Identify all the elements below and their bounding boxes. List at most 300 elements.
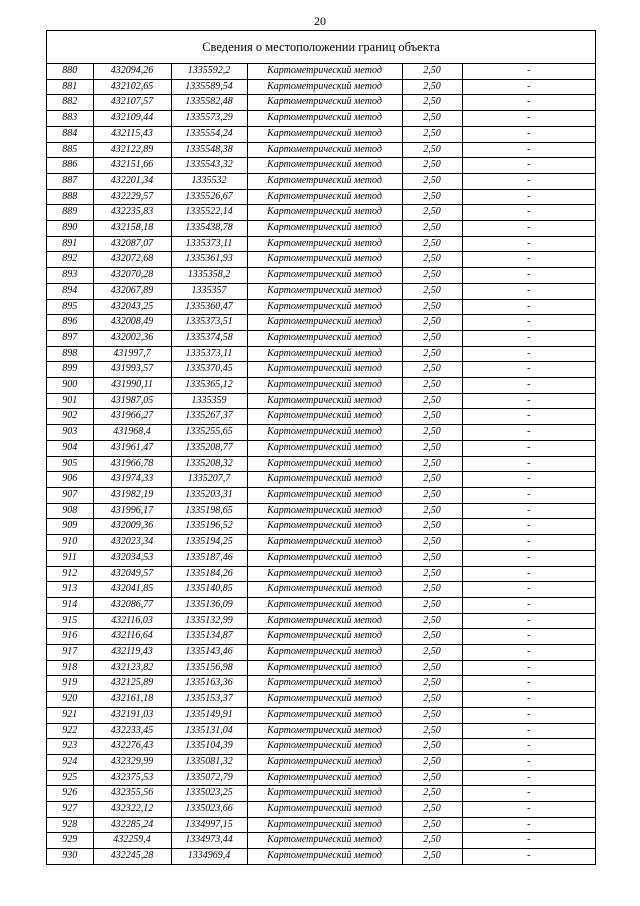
description-cell: - [462, 378, 595, 394]
point-number-cell: 910 [47, 535, 93, 551]
accuracy-cell: 2,50 [402, 802, 462, 818]
method-cell: Картометрический метод [247, 440, 402, 456]
point-number-cell: 912 [47, 566, 93, 582]
method-cell: Картометрический метод [247, 692, 402, 708]
y-coordinate-cell: 1335131,04 [171, 723, 247, 739]
accuracy-cell: 2,50 [402, 315, 462, 331]
description-cell: - [462, 754, 595, 770]
table-row [47, 221, 595, 237]
x-coordinate-cell: 432285,24 [93, 817, 171, 833]
point-number-cell: 892 [47, 252, 93, 268]
y-coordinate-cell: 1335522,14 [171, 205, 247, 221]
point-number-cell: 928 [47, 817, 93, 833]
y-coordinate-cell: 1335207,7 [171, 472, 247, 488]
point-number-cell: 924 [47, 754, 93, 770]
y-coordinate-cell: 1335156,98 [171, 660, 247, 676]
point-number-cell: 882 [47, 95, 93, 111]
point-number-cell: 921 [47, 707, 93, 723]
table-row [47, 315, 595, 331]
description-cell: - [462, 299, 595, 315]
description-cell: - [462, 64, 595, 79]
x-coordinate-cell: 432023,34 [93, 535, 171, 551]
accuracy-cell: 2,50 [402, 95, 462, 111]
x-coordinate-cell: 431968,4 [93, 425, 171, 441]
point-number-cell: 900 [47, 378, 93, 394]
point-number-cell: 913 [47, 582, 93, 598]
y-coordinate-cell: 1335582,48 [171, 95, 247, 111]
point-number-cell: 898 [47, 346, 93, 362]
method-cell: Картометрический метод [247, 126, 402, 142]
y-coordinate-cell: 1335208,32 [171, 456, 247, 472]
x-coordinate-cell: 432049,57 [93, 566, 171, 582]
point-number-cell: 927 [47, 802, 93, 818]
description-cell: - [462, 205, 595, 221]
accuracy-cell: 2,50 [402, 597, 462, 613]
accuracy-cell: 2,50 [402, 393, 462, 409]
y-coordinate-cell: 1335373,11 [171, 346, 247, 362]
x-coordinate-cell: 431974,33 [93, 472, 171, 488]
description-cell: - [462, 158, 595, 174]
y-coordinate-cell: 1335023,66 [171, 802, 247, 818]
accuracy-cell: 2,50 [402, 472, 462, 488]
accuracy-cell: 2,50 [402, 770, 462, 786]
description-cell: - [462, 739, 595, 755]
table-row [47, 739, 595, 755]
description-cell: - [462, 629, 595, 645]
point-number-cell: 902 [47, 409, 93, 425]
method-cell: Картометрический метод [247, 189, 402, 205]
method-cell: Картометрический метод [247, 173, 402, 189]
table-row [47, 95, 595, 111]
point-number-cell: 923 [47, 739, 93, 755]
table-row [47, 64, 595, 79]
y-coordinate-cell: 1335526,67 [171, 189, 247, 205]
method-cell: Картометрический метод [247, 158, 402, 174]
point-number-cell: 914 [47, 597, 93, 613]
method-cell: Картометрический метод [247, 299, 402, 315]
accuracy-cell: 2,50 [402, 754, 462, 770]
description-cell: - [462, 487, 595, 503]
table-row [47, 268, 595, 284]
x-coordinate-cell: 432119,43 [93, 645, 171, 661]
method-cell: Картометрический метод [247, 833, 402, 849]
point-number-cell: 906 [47, 472, 93, 488]
accuracy-cell: 2,50 [402, 409, 462, 425]
method-cell: Картометрический метод [247, 613, 402, 629]
point-number-cell: 918 [47, 660, 93, 676]
y-coordinate-cell: 1335081,32 [171, 754, 247, 770]
method-cell: Картометрический метод [247, 142, 402, 158]
x-coordinate-cell: 432107,57 [93, 95, 171, 111]
x-coordinate-cell: 431966,78 [93, 456, 171, 472]
x-coordinate-cell: 432041,85 [93, 582, 171, 598]
y-coordinate-cell: 1335136,09 [171, 597, 247, 613]
table-row [47, 519, 595, 535]
x-coordinate-cell: 431997,7 [93, 346, 171, 362]
y-coordinate-cell: 1335104,39 [171, 739, 247, 755]
accuracy-cell: 2,50 [402, 456, 462, 472]
description-cell: - [462, 126, 595, 142]
table-row [47, 79, 595, 95]
table-row [47, 299, 595, 315]
method-cell: Картометрический метод [247, 802, 402, 818]
y-coordinate-cell: 1335267,37 [171, 409, 247, 425]
table-row [47, 550, 595, 566]
method-cell: Картометрический метод [247, 849, 402, 864]
method-cell: Картометрический метод [247, 315, 402, 331]
description-cell: - [462, 252, 595, 268]
x-coordinate-cell: 432201,34 [93, 173, 171, 189]
description-cell: - [462, 707, 595, 723]
table-row [47, 236, 595, 252]
description-cell: - [462, 503, 595, 519]
table-row [47, 770, 595, 786]
accuracy-cell: 2,50 [402, 189, 462, 205]
method-cell: Картометрический метод [247, 503, 402, 519]
method-cell: Картометрический метод [247, 268, 402, 284]
table-row [47, 817, 595, 833]
description-cell: - [462, 786, 595, 802]
accuracy-cell: 2,50 [402, 817, 462, 833]
point-number-cell: 881 [47, 79, 93, 95]
table-row [47, 692, 595, 708]
y-coordinate-cell: 1334997,15 [171, 817, 247, 833]
point-number-cell: 886 [47, 158, 93, 174]
method-cell: Картометрический метод [247, 550, 402, 566]
y-coordinate-cell: 1335194,25 [171, 535, 247, 551]
y-coordinate-cell: 1335134,87 [171, 629, 247, 645]
table-row [47, 330, 595, 346]
description-cell: - [462, 142, 595, 158]
method-cell: Картометрический метод [247, 95, 402, 111]
table-row [47, 111, 595, 127]
accuracy-cell: 2,50 [402, 519, 462, 535]
x-coordinate-cell: 432043,25 [93, 299, 171, 315]
description-cell: - [462, 236, 595, 252]
accuracy-cell: 2,50 [402, 299, 462, 315]
accuracy-cell: 2,50 [402, 676, 462, 692]
accuracy-cell: 2,50 [402, 833, 462, 849]
y-coordinate-cell: 1335357 [171, 283, 247, 299]
accuracy-cell: 2,50 [402, 126, 462, 142]
method-cell: Картометрический метод [247, 817, 402, 833]
method-cell: Картометрический метод [247, 425, 402, 441]
x-coordinate-cell: 432276,43 [93, 739, 171, 755]
table-row [47, 440, 595, 456]
description-cell: - [462, 189, 595, 205]
x-coordinate-cell: 432229,57 [93, 189, 171, 205]
table-row [47, 425, 595, 441]
method-cell: Картометрический метод [247, 707, 402, 723]
method-cell: Картометрический метод [247, 754, 402, 770]
method-cell: Картометрический метод [247, 378, 402, 394]
accuracy-cell: 2,50 [402, 346, 462, 362]
table-row [47, 283, 595, 299]
accuracy-cell: 2,50 [402, 723, 462, 739]
x-coordinate-cell: 432191,03 [93, 707, 171, 723]
method-cell: Картометрический метод [247, 252, 402, 268]
method-cell: Картометрический метод [247, 283, 402, 299]
y-coordinate-cell: 1335198,65 [171, 503, 247, 519]
point-number-cell: 897 [47, 330, 93, 346]
accuracy-cell: 2,50 [402, 629, 462, 645]
accuracy-cell: 2,50 [402, 440, 462, 456]
description-cell: - [462, 362, 595, 378]
table-row [47, 754, 595, 770]
method-cell: Картометрический метод [247, 236, 402, 252]
table-row [47, 535, 595, 551]
point-number-cell: 915 [47, 613, 93, 629]
table-row [47, 189, 595, 205]
x-coordinate-cell: 431987,05 [93, 393, 171, 409]
point-number-cell: 887 [47, 173, 93, 189]
accuracy-cell: 2,50 [402, 205, 462, 221]
y-coordinate-cell: 1335365,12 [171, 378, 247, 394]
description-cell: - [462, 173, 595, 189]
table-row [47, 582, 595, 598]
method-cell: Картометрический метод [247, 645, 402, 661]
x-coordinate-cell: 432116,03 [93, 613, 171, 629]
method-cell: Картометрический метод [247, 535, 402, 551]
description-cell: - [462, 221, 595, 237]
method-cell: Картометрический метод [247, 566, 402, 582]
x-coordinate-cell: 432375,53 [93, 770, 171, 786]
point-number-cell: 901 [47, 393, 93, 409]
point-number-cell: 904 [47, 440, 93, 456]
table-row [47, 409, 595, 425]
accuracy-cell: 2,50 [402, 535, 462, 551]
table-row [47, 346, 595, 362]
accuracy-cell: 2,50 [402, 79, 462, 95]
accuracy-cell: 2,50 [402, 378, 462, 394]
description-cell: - [462, 472, 595, 488]
accuracy-cell: 2,50 [402, 739, 462, 755]
method-cell: Картометрический метод [247, 346, 402, 362]
accuracy-cell: 2,50 [402, 142, 462, 158]
point-number-cell: 893 [47, 268, 93, 284]
y-coordinate-cell: 1335573,29 [171, 111, 247, 127]
description-cell: - [462, 582, 595, 598]
y-coordinate-cell: 1335548,38 [171, 142, 247, 158]
method-cell: Картометрический метод [247, 205, 402, 221]
description-cell: - [462, 692, 595, 708]
method-cell: Картометрический метод [247, 472, 402, 488]
table-row [47, 613, 595, 629]
point-number-cell: 884 [47, 126, 93, 142]
x-coordinate-cell: 432122,89 [93, 142, 171, 158]
point-number-cell: 908 [47, 503, 93, 519]
accuracy-cell: 2,50 [402, 582, 462, 598]
y-coordinate-cell: 1335361,93 [171, 252, 247, 268]
description-cell: - [462, 283, 595, 299]
y-coordinate-cell: 1335023,25 [171, 786, 247, 802]
description-cell: - [462, 95, 595, 111]
accuracy-cell: 2,50 [402, 221, 462, 237]
method-cell: Картометрический метод [247, 660, 402, 676]
coordinates-table [47, 64, 595, 864]
accuracy-cell: 2,50 [402, 645, 462, 661]
method-cell: Картометрический метод [247, 409, 402, 425]
table-row [47, 723, 595, 739]
point-number-cell: 895 [47, 299, 93, 315]
table-row [47, 142, 595, 158]
x-coordinate-cell: 432158,18 [93, 221, 171, 237]
y-coordinate-cell: 1335373,51 [171, 315, 247, 331]
y-coordinate-cell: 1335187,46 [171, 550, 247, 566]
accuracy-cell: 2,50 [402, 362, 462, 378]
method-cell: Картометрический метод [247, 519, 402, 535]
table-row [47, 707, 595, 723]
description-cell: - [462, 770, 595, 786]
y-coordinate-cell: 1334969,4 [171, 849, 247, 864]
x-coordinate-cell: 431996,17 [93, 503, 171, 519]
x-coordinate-cell: 432070,28 [93, 268, 171, 284]
point-number-cell: 917 [47, 645, 93, 661]
y-coordinate-cell: 1335203,31 [171, 487, 247, 503]
description-cell: - [462, 393, 595, 409]
method-cell: Картометрический метод [247, 676, 402, 692]
x-coordinate-cell: 432034,53 [93, 550, 171, 566]
y-coordinate-cell: 1335359 [171, 393, 247, 409]
y-coordinate-cell: 1335358,2 [171, 268, 247, 284]
table-row [47, 472, 595, 488]
point-number-cell: 909 [47, 519, 93, 535]
accuracy-cell: 2,50 [402, 566, 462, 582]
x-coordinate-cell: 432072,68 [93, 252, 171, 268]
accuracy-cell: 2,50 [402, 692, 462, 708]
table-row [47, 362, 595, 378]
point-number-cell: 929 [47, 833, 93, 849]
accuracy-cell: 2,50 [402, 330, 462, 346]
y-coordinate-cell: 1335143,46 [171, 645, 247, 661]
accuracy-cell: 2,50 [402, 425, 462, 441]
y-coordinate-cell: 1335149,91 [171, 707, 247, 723]
point-number-cell: 903 [47, 425, 93, 441]
point-number-cell: 899 [47, 362, 93, 378]
y-coordinate-cell: 1334973,44 [171, 833, 247, 849]
point-number-cell: 888 [47, 189, 93, 205]
y-coordinate-cell: 1335373,11 [171, 236, 247, 252]
description-cell: - [462, 597, 595, 613]
method-cell: Картометрический метод [247, 111, 402, 127]
x-coordinate-cell: 432355,56 [93, 786, 171, 802]
method-cell: Картометрический метод [247, 786, 402, 802]
y-coordinate-cell: 1335543,32 [171, 158, 247, 174]
y-coordinate-cell: 1335163,36 [171, 676, 247, 692]
x-coordinate-cell: 432109,44 [93, 111, 171, 127]
boundary-table [46, 30, 596, 865]
table-title: Сведения о местоположении границ объекта [47, 31, 595, 64]
x-coordinate-cell: 431966,27 [93, 409, 171, 425]
description-cell: - [462, 111, 595, 127]
x-coordinate-cell: 432087,07 [93, 236, 171, 252]
description-cell: - [462, 425, 595, 441]
accuracy-cell: 2,50 [402, 613, 462, 629]
description-cell: - [462, 645, 595, 661]
table-row [47, 173, 595, 189]
y-coordinate-cell: 1335532 [171, 173, 247, 189]
description-cell: - [462, 817, 595, 833]
x-coordinate-cell: 432259,4 [93, 833, 171, 849]
x-coordinate-cell: 432329,99 [93, 754, 171, 770]
y-coordinate-cell: 1335554,24 [171, 126, 247, 142]
table-body [47, 64, 595, 864]
table-row [47, 849, 595, 864]
x-coordinate-cell: 432008,49 [93, 315, 171, 331]
point-number-cell: 911 [47, 550, 93, 566]
accuracy-cell: 2,50 [402, 64, 462, 79]
point-number-cell: 891 [47, 236, 93, 252]
method-cell: Картометрический метод [247, 362, 402, 378]
point-number-cell: 919 [47, 676, 93, 692]
method-cell: Картометрический метод [247, 64, 402, 79]
point-number-cell: 883 [47, 111, 93, 127]
y-coordinate-cell: 1335592,2 [171, 64, 247, 79]
table-row [47, 126, 595, 142]
y-coordinate-cell: 1335184,26 [171, 566, 247, 582]
description-cell: - [462, 613, 595, 629]
x-coordinate-cell: 432116,64 [93, 629, 171, 645]
y-coordinate-cell: 1335370,45 [171, 362, 247, 378]
accuracy-cell: 2,50 [402, 660, 462, 676]
point-number-cell: 930 [47, 849, 93, 864]
accuracy-cell: 2,50 [402, 283, 462, 299]
point-number-cell: 880 [47, 64, 93, 79]
y-coordinate-cell: 1335589,54 [171, 79, 247, 95]
x-coordinate-cell: 432322,12 [93, 802, 171, 818]
accuracy-cell: 2,50 [402, 252, 462, 268]
table-row [47, 205, 595, 221]
point-number-cell: 922 [47, 723, 93, 739]
table-row [47, 566, 595, 582]
y-coordinate-cell: 1335072,79 [171, 770, 247, 786]
method-cell: Картометрический метод [247, 79, 402, 95]
x-coordinate-cell: 432115,43 [93, 126, 171, 142]
method-cell: Картометрический метод [247, 597, 402, 613]
x-coordinate-cell: 432161,18 [93, 692, 171, 708]
description-cell: - [527, 850, 531, 862]
table-row [47, 660, 595, 676]
table-row [47, 597, 595, 613]
description-cell: - [462, 566, 595, 582]
method-cell: Картометрический метод [247, 221, 402, 237]
point-number-cell: 885 [47, 142, 93, 158]
table-row [47, 833, 595, 849]
x-coordinate-cell: 431961,47 [93, 440, 171, 456]
y-coordinate-cell: 1335153,37 [171, 692, 247, 708]
table-row [47, 629, 595, 645]
x-coordinate-cell: 432125,89 [93, 676, 171, 692]
point-number-cell: 894 [47, 283, 93, 299]
accuracy-cell: 2,50 [402, 786, 462, 802]
accuracy-cell: 2,50 [402, 111, 462, 127]
x-coordinate-cell: 432235,83 [93, 205, 171, 221]
page-number: 20 [314, 14, 326, 28]
accuracy-cell: 2,50 [402, 158, 462, 174]
description-cell: - [462, 723, 595, 739]
description-cell: - [462, 79, 595, 95]
description-cell: - [462, 440, 595, 456]
point-number-cell: 916 [47, 629, 93, 645]
method-cell: Картометрический метод [247, 456, 402, 472]
description-cell: - [462, 660, 595, 676]
table-row [47, 786, 595, 802]
y-coordinate-cell: 1335438,78 [171, 221, 247, 237]
x-coordinate-cell: 432086,77 [93, 597, 171, 613]
description-cell: - [462, 550, 595, 566]
table-row [47, 676, 595, 692]
y-coordinate-cell: 1335196,52 [171, 519, 247, 535]
